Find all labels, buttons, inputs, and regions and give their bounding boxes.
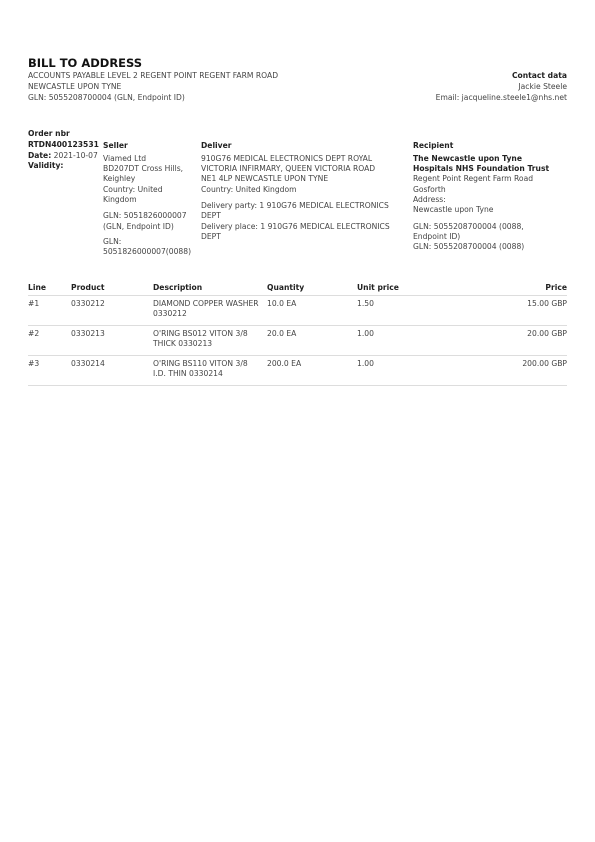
deliver-address-2: VICTORIA INFIRMARY, QUEEN VICTORIA ROAD	[201, 164, 376, 173]
seller-address-5: Kingdom	[103, 195, 137, 204]
recipient-gln-3: GLN: 5055208700004 (0088)	[413, 242, 525, 251]
order-nbr-value: RTDN400123531	[28, 140, 99, 149]
seller-gln-2b: 5051826000007(0088)	[103, 247, 192, 256]
deliver-address-4: Country: United Kingdom	[201, 185, 297, 194]
recipient-gln-2: Endpoint ID)	[413, 232, 461, 241]
row-1-description-2: 0330212	[153, 309, 187, 318]
row-2-description-1: O'RING BS012 VITON 3/8	[153, 329, 248, 338]
delivery-party-1: Delivery party: 1 910G76 MEDICAL ELECTRONICS	[201, 201, 389, 210]
recipient-title: Recipient	[413, 141, 454, 150]
row-divider	[28, 355, 567, 356]
seller-title: Seller	[103, 141, 128, 150]
row-3-price: 200.00 GBP	[522, 359, 567, 368]
contact-name: Jackie Steele	[518, 82, 567, 91]
row-3-line: #3	[28, 359, 40, 368]
header-divider	[28, 295, 567, 296]
deliver-address-1: 910G76 MEDICAL ELECTRONICS DEPT ROYAL	[201, 154, 373, 163]
seller-gln-1a: GLN: 5051826000007	[103, 211, 187, 220]
recipient-name-1: The Newcastle upon Tyne	[413, 154, 522, 163]
recipient-address-4: Newcastle upon Tyne	[413, 205, 494, 214]
row-divider	[28, 325, 567, 326]
bill-to-title: BILL TO ADDRESS	[28, 56, 143, 70]
delivery-place-1: Delivery place: 1 910G76 MEDICAL ELECTRONICS	[201, 222, 390, 231]
deliver-address-3: NE1 4LP NEWCASTLE UPON TYNE	[201, 174, 329, 183]
row-2-description-2: THICK 0330213	[153, 339, 213, 348]
row-1-line: #1	[28, 299, 40, 308]
order-nbr-label: Order nbr	[28, 129, 70, 138]
col-header-line: Line	[28, 283, 46, 292]
row-1-description-1: DIAMOND COPPER WASHER	[153, 299, 259, 308]
row-3-unit-price: 1.00	[357, 359, 374, 368]
col-header-unit-price: Unit price	[357, 283, 399, 292]
bill-to-line-2: NEWCASTLE UPON TYNE	[28, 82, 122, 91]
row-1-quantity: 10.0 EA	[267, 299, 297, 308]
row-2-unit-price: 1.00	[357, 329, 374, 338]
seller-gln-2a: GLN:	[103, 237, 122, 246]
delivery-party-2: DEPT	[201, 211, 221, 220]
seller-address-4: Country: United	[103, 185, 163, 194]
row-2-product: 0330213	[71, 329, 105, 338]
deliver-title: Deliver	[201, 141, 232, 150]
row-1-price: 15.00 GBP	[527, 299, 567, 308]
col-header-price: Price	[545, 283, 567, 292]
recipient-address-1: Regent Point Regent Farm Road	[413, 174, 534, 183]
seller-address-1: Viamed Ltd	[103, 154, 147, 163]
order-date-value: 2021-10-07	[53, 151, 98, 160]
seller-address-3: Keighley	[103, 174, 136, 183]
row-3-quantity: 200.0 EA	[267, 359, 302, 368]
row-1-product: 0330212	[71, 299, 105, 308]
row-2-quantity: 20.0 EA	[267, 329, 297, 338]
order-date-label: Date:	[28, 151, 52, 160]
row-3-product: 0330214	[71, 359, 105, 368]
row-divider	[28, 385, 567, 386]
row-3-description-1: O'RING BS110 VITON 3/8	[153, 359, 248, 368]
row-1-unit-price: 1.50	[357, 299, 374, 308]
col-header-quantity: Quantity	[267, 283, 305, 292]
recipient-name-2: Hospitals NHS Foundation Trust	[413, 164, 550, 173]
row-3-description-2: I.D. THIN 0330214	[153, 369, 223, 378]
bill-to-line-1: ACCOUNTS PAYABLE LEVEL 2 REGENT POINT REGENT FARM ROAD	[28, 71, 279, 80]
seller-gln-1b: (GLN, Endpoint ID)	[103, 222, 174, 231]
delivery-place-2: DEPT	[201, 232, 221, 241]
col-header-product: Product	[71, 283, 105, 292]
row-2-line: #2	[28, 329, 40, 338]
col-header-description: Description	[153, 283, 203, 292]
order-date	[28, 151, 98, 161]
bill-to-gln: GLN: 5055208700004 (GLN, Endpoint ID)	[28, 93, 185, 102]
order-validity-label: Validity:	[28, 161, 64, 170]
contact-email: Email: jacqueline.steele1@nhs.net	[435, 93, 567, 102]
recipient-address-3: Address:	[413, 195, 446, 204]
row-2-price: 20.00 GBP	[527, 329, 567, 338]
recipient-address-2: Gosforth	[413, 185, 446, 194]
contact-title: Contact data	[511, 71, 567, 80]
seller-address-2: BD207DT Cross Hills,	[103, 164, 184, 173]
recipient-gln-1: GLN: 5055208700004 (0088,	[413, 222, 524, 231]
